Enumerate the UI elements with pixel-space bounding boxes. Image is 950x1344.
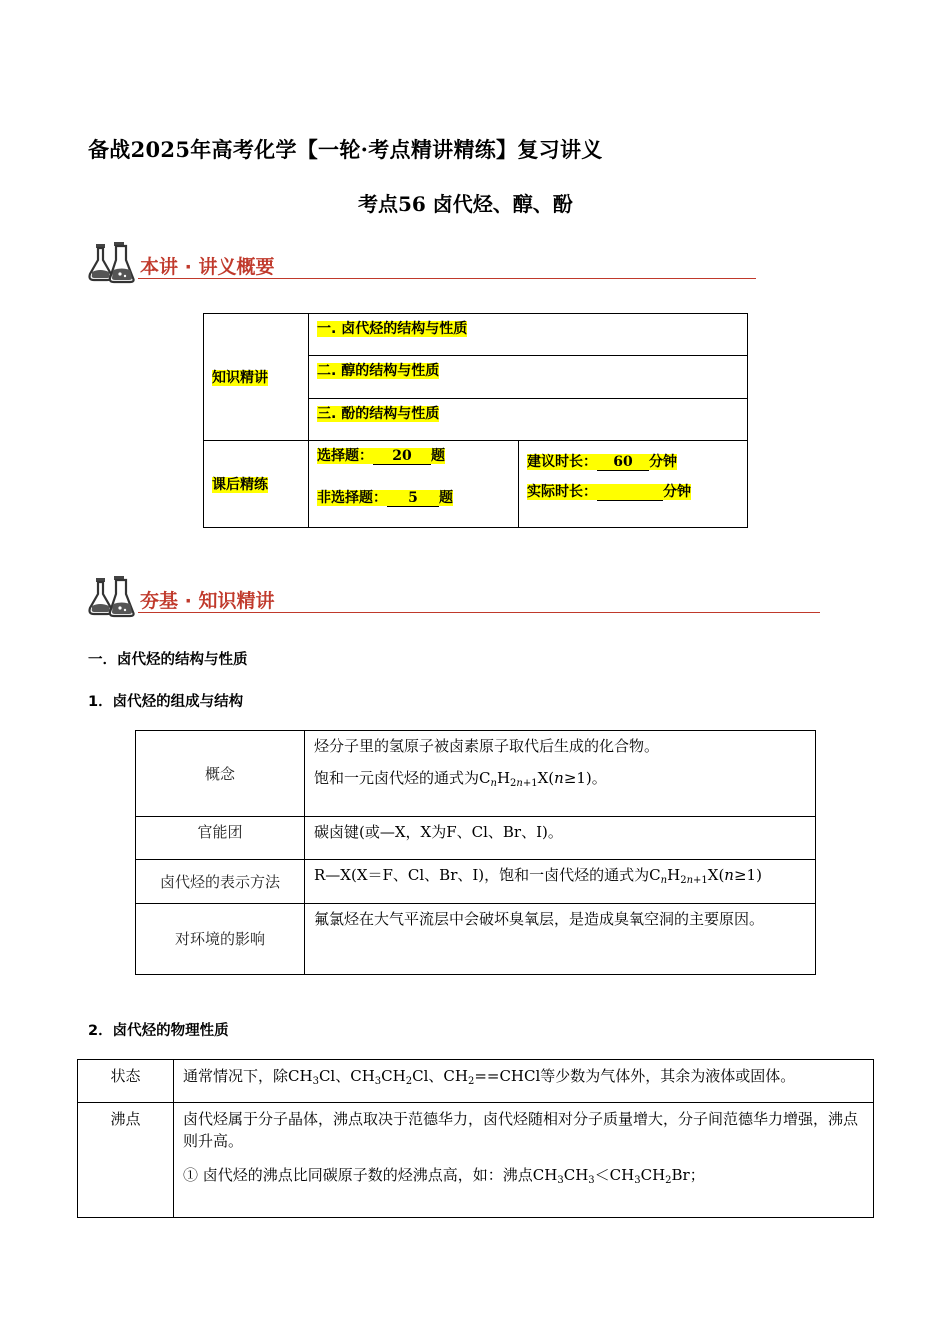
banner-title: 本讲 · 讲义概要 bbox=[140, 256, 275, 278]
row-value: 氟氯烃在大气平流层中会破坏臭氧层，是造成臭氧空洞的主要原因。 bbox=[305, 904, 816, 975]
question-count-cell: 选择题： 20 题 非选择题： 5 题 bbox=[309, 441, 519, 528]
knowledge-banner bbox=[88, 574, 820, 620]
row-value: 烃分子里的氢原子被卤素原子取代后生成的化合物。 饱和一元卤代烃的通式为$C_nH_{2n+1}X(n\ge 1)$。 bbox=[305, 731, 816, 817]
knowledge-label: 知识精讲 bbox=[212, 370, 268, 386]
physical-properties-table bbox=[77, 1059, 874, 1218]
subsection-heading: 1．卤代烃的组成与结构 bbox=[88, 694, 244, 710]
suggest-time: 60 bbox=[597, 454, 649, 471]
flask-icon bbox=[88, 574, 136, 618]
row-value: 通常情况下，除$CH_3Cl$、$CH_3CH_2Cl$、$CH_2==CHCl$等少数为气体外，其余为液体或固体。 bbox=[174, 1060, 874, 1103]
row-key: 状态 bbox=[78, 1060, 174, 1103]
boiling-point-note: ① 卤代烃的沸点比同碳原子数的烃沸点高，如：沸点$CH_3CH_3<CH_3CH_2Br$； bbox=[183, 1166, 705, 1186]
overview-table bbox=[203, 313, 748, 528]
document-subtitle: 考点56 卤代烃、醇、酚 bbox=[358, 192, 573, 216]
row-key: 概念 bbox=[136, 731, 305, 817]
knowledge-item: 二. 醇的结构与性质 bbox=[309, 356, 748, 399]
row-key: 卤代烃的表示方法 bbox=[136, 860, 305, 904]
banner-divider bbox=[138, 278, 756, 279]
nonchoice-count: 5 bbox=[387, 490, 439, 507]
banner-title: 夯基 · 知识精讲 bbox=[140, 590, 275, 612]
row-value: 卤代烃属于分子晶体，沸点取决于范德华力，卤代烃随相对分子质量增大，分子间范德华力增强，沸点则升高。 ① 卤代烃的沸点比同碳原子数的烃沸点高，如：沸点$CH_3CH_3<CH_3CH_2Br$； bbox=[174, 1103, 874, 1218]
knowledge-item: 三. 酚的结构与性质 bbox=[309, 399, 748, 441]
overview-banner bbox=[88, 240, 756, 286]
row-value: 碳卤键(或—X，X为F、Cl、Br、I)。 bbox=[305, 817, 816, 860]
actual-time-blank bbox=[597, 484, 663, 501]
document-title: 备战2025年高考化学【一轮·考点精讲精练】复习讲义 bbox=[88, 137, 603, 162]
subsection-heading: 2．卤代烃的物理性质 bbox=[88, 1023, 229, 1039]
practice-label: 课后精练 bbox=[212, 477, 268, 493]
row-key: 沸点 bbox=[78, 1103, 174, 1218]
banner-divider bbox=[138, 612, 820, 613]
row-key: 对环境的影响 bbox=[136, 904, 305, 975]
composition-table bbox=[135, 730, 816, 975]
section-heading: 一．卤代烃的结构与性质 bbox=[88, 652, 248, 668]
general-formula: 饱和一元卤代烃的通式为$C_nH_{2n+1}X(n\ge 1)$。 bbox=[314, 769, 607, 789]
flask-icon bbox=[88, 240, 136, 284]
time-cell: 建议时长： 60 分钟 实际时长： 分钟 bbox=[519, 441, 748, 528]
row-key: 官能团 bbox=[136, 817, 305, 860]
knowledge-label-cell bbox=[204, 314, 309, 441]
practice-label-cell bbox=[204, 441, 309, 528]
knowledge-item: 一. 卤代烃的结构与性质 bbox=[309, 314, 748, 356]
choice-count: 20 bbox=[373, 448, 431, 465]
row-value: R—X(X＝F、Cl、Br、I)，饱和一卤代烃的通式为$C_nH_{2n+1}X(n\ge 1)$ bbox=[305, 860, 816, 904]
